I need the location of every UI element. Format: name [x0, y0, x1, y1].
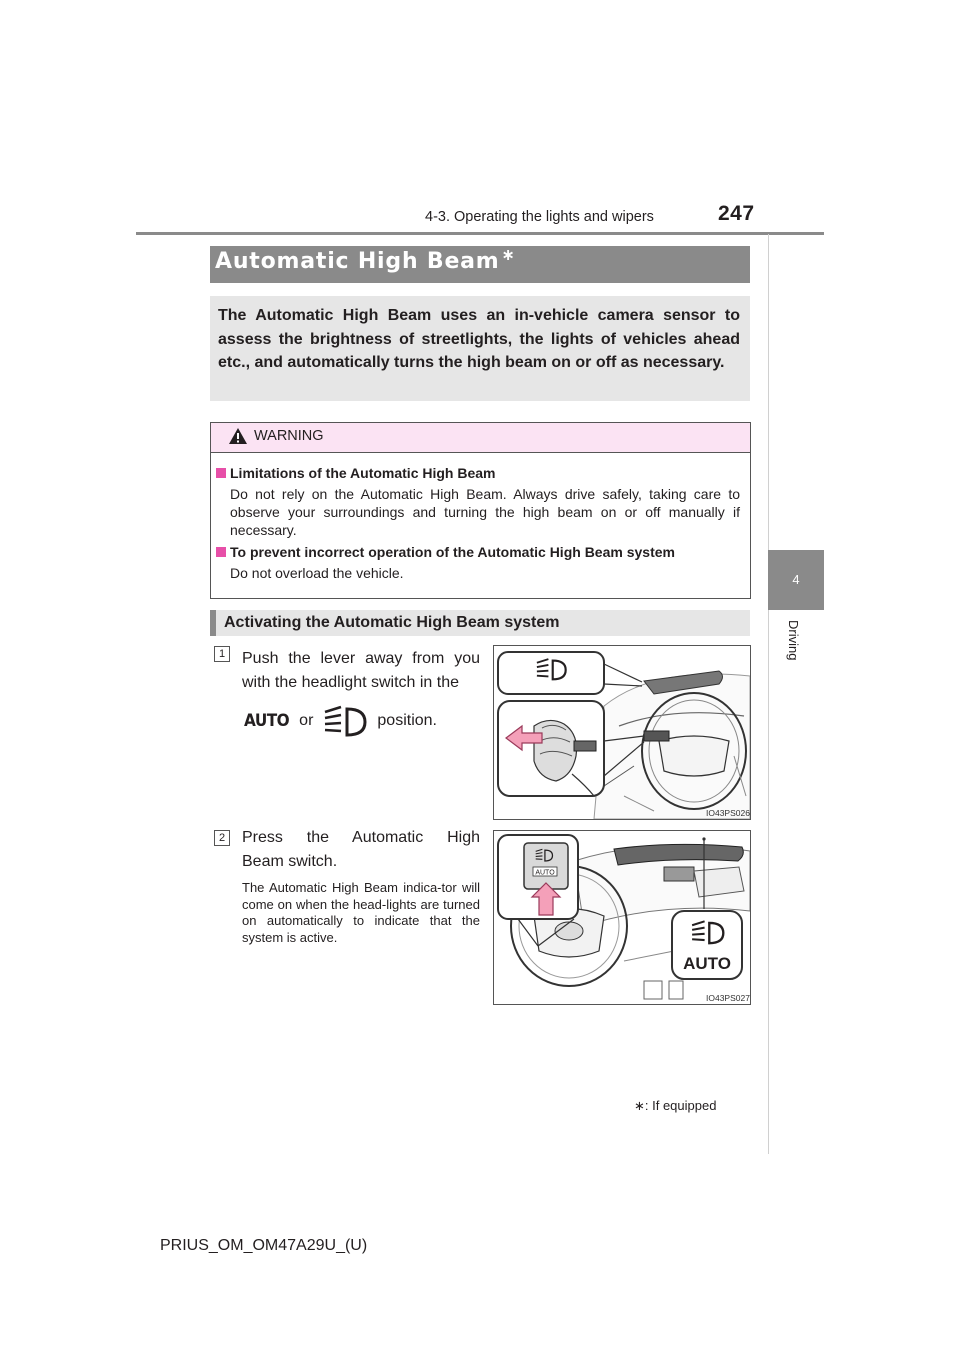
- header-rule: [136, 232, 824, 235]
- figure-code: IO43PS026: [706, 808, 750, 818]
- indicator-auto-text: AUTO: [683, 954, 731, 973]
- headlight-icon: [321, 704, 369, 738]
- page-number: 247: [718, 202, 755, 225]
- warning-title: WARNING: [254, 428, 324, 444]
- footnote: ∗: If equipped: [634, 1098, 717, 1113]
- step-text-line: AUTO or position.: [242, 704, 437, 738]
- warning-item-heading: To prevent incorrect operation of the Automatic High Beam system: [216, 544, 675, 560]
- step-note: The Automatic High Beam indica-tor will come on when the head-lights are turned on automatically to indicate that the system is active.: [242, 880, 480, 945]
- warning-item-text: Do not overload the vehicle.: [230, 565, 404, 581]
- intro-text: The Automatic High Beam uses an in-vehicle camera sensor to assess the brightness of streetlights, the lights of vehicles ahead etc., and automatically turns the high beam on or off as necessary.: [218, 307, 740, 371]
- bullet-square-icon: [216, 468, 226, 478]
- step-number: 1: [214, 646, 230, 662]
- bullet-square-icon: [216, 547, 226, 557]
- side-divider: [768, 234, 769, 1154]
- if-equipped-mark: ∗: [501, 245, 516, 264]
- step-text-line: Beam switch.: [242, 853, 338, 870]
- figure-code: IO43PS027: [706, 993, 750, 1003]
- switch-auto-text: AUTO: [535, 869, 555, 877]
- step-text-line: Push the lever away from you: [242, 650, 480, 667]
- dashboard-illustration: [493, 830, 751, 1005]
- chapter-tab-number: 4: [792, 572, 800, 587]
- step-number: 2: [214, 830, 230, 846]
- step-text-line: with the headlight switch in the: [242, 674, 460, 691]
- chapter-tab-label: Driving: [786, 620, 801, 661]
- warning-item-text: Do not rely on the Automatic High Beam. Always drive safely, taking care to observe your surroundings and turning the high beam on or off manually if necessary.: [230, 486, 740, 538]
- lever-illustration: [493, 645, 751, 820]
- warning-triangle-icon: [228, 427, 248, 450]
- section-heading: Activating the Automatic High Beam system: [224, 614, 560, 631]
- step-text-line: Press the Automatic High: [242, 829, 480, 846]
- page-title: Automatic High Beam ∗: [215, 245, 516, 274]
- chapter-section-title: 4-3. Operating the lights and wipers: [425, 209, 654, 225]
- auto-icon: AUTO: [244, 711, 290, 731]
- footer-doc-code: PRIUS_OM_OM47A29U_(U): [160, 1237, 368, 1254]
- warning-item-heading: Limitations of the Automatic High Beam: [216, 465, 496, 481]
